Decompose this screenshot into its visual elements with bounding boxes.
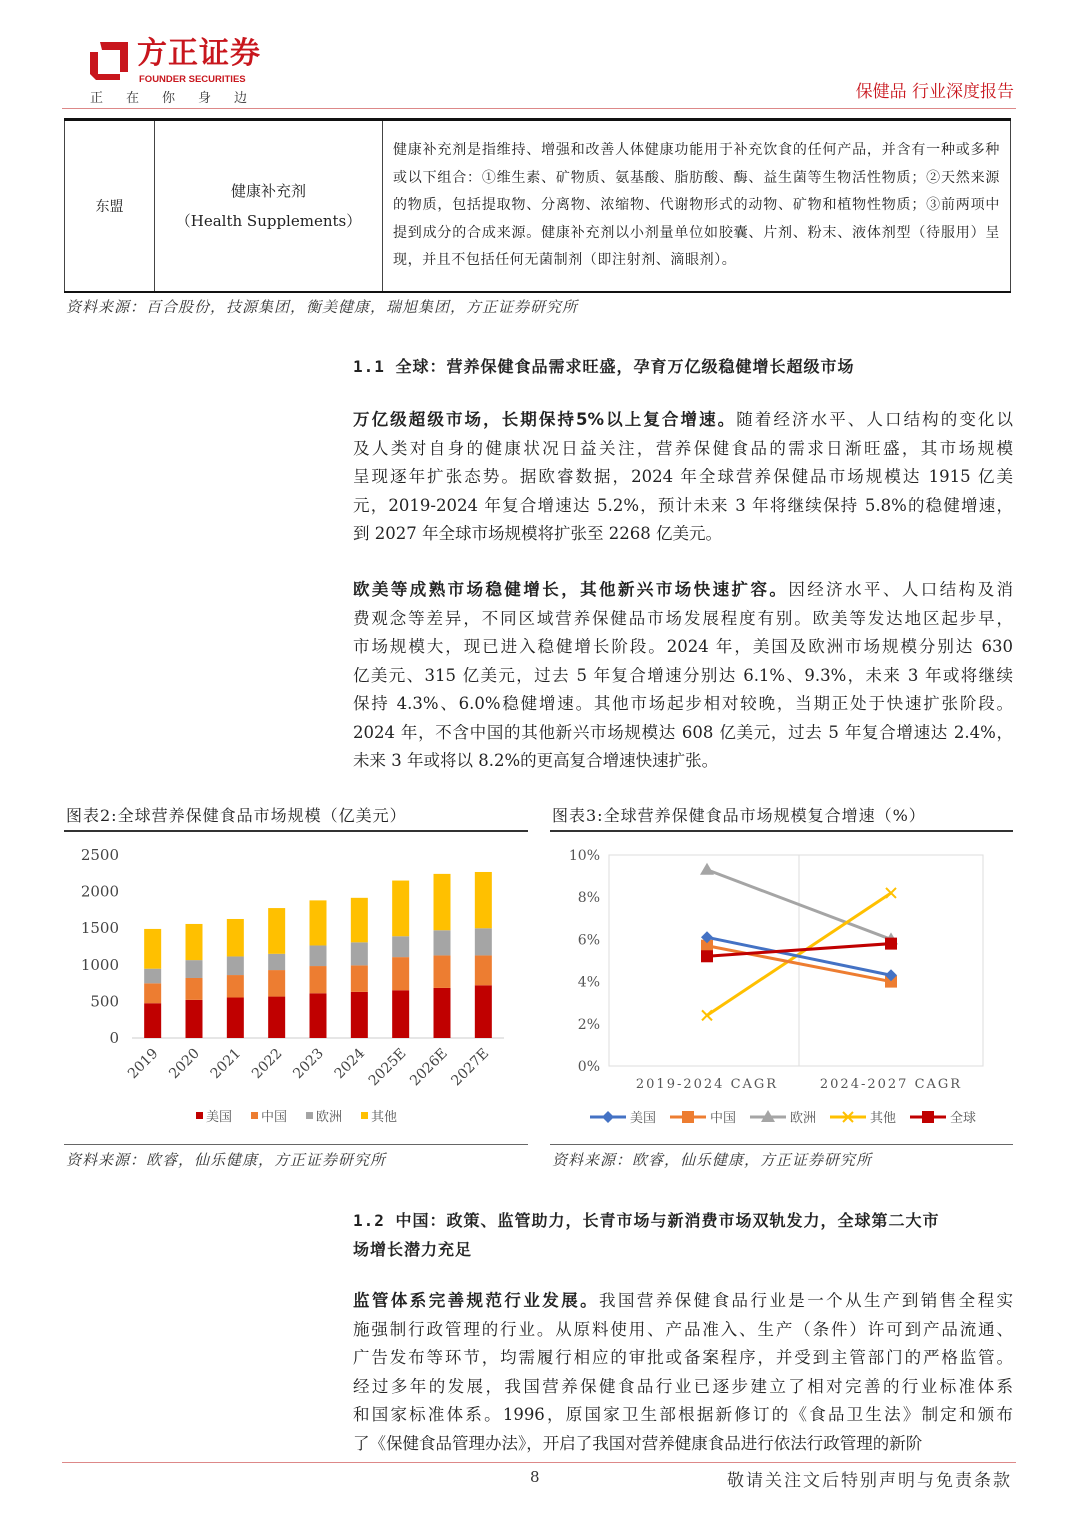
bar-segment-美国 <box>268 997 285 1038</box>
paragraph-line <box>353 719 1013 748</box>
bar-segment-其他 <box>475 872 492 928</box>
data-point-全球 <box>701 950 713 962</box>
lead-sentence: 监管体系完善规范行业发展。 <box>353 1291 600 1310</box>
paragraph-line <box>353 690 1013 719</box>
y-tick-label: 2% <box>577 1016 600 1033</box>
paragraph-line <box>353 406 1013 435</box>
legend-swatch <box>196 1112 203 1119</box>
definition-table <box>64 118 1011 293</box>
bar-segment-美国 <box>310 993 327 1038</box>
bar-segment-欧洲 <box>434 930 451 955</box>
lead-sentence: 欧美等成熟市场稳健增长，其他新兴市场快速扩容。 <box>353 580 789 599</box>
y-tick-label: 500 <box>90 992 119 1011</box>
legend-label: 全球 <box>950 1111 977 1126</box>
legend-label: 欧洲 <box>316 1110 343 1125</box>
paragraph-line <box>353 605 1013 634</box>
paragraph-line <box>353 435 1013 464</box>
paragraph-line <box>353 463 1013 492</box>
bar-segment-中国 <box>434 955 451 988</box>
section-heading-1-1: 1.1 全球：营养保健食品需求旺盛，孕育万亿级稳健增长超级市场 <box>353 357 855 376</box>
bar-segment-美国 <box>144 1003 161 1038</box>
y-tick-label: 1000 <box>80 955 119 974</box>
bar-segment-美国 <box>227 998 244 1038</box>
line-text: 我国营养保健食品行业是一个从生产到销售全程实 <box>599 1291 1014 1310</box>
fig3-source: 资料来源：欧睿，仙乐健康，方正证券研究所 <box>552 1151 873 1169</box>
x-tick-label: 2026E <box>407 1045 451 1090</box>
logo-english: FOUNDER SECURITIES <box>139 74 246 85</box>
paragraph-line <box>353 492 1013 521</box>
fig2-source: 资料来源：欧睿，仙乐健康，方正证券研究所 <box>66 1151 387 1169</box>
paragraph-line <box>353 1287 1013 1316</box>
cagr-line-chart <box>550 835 1013 1140</box>
paragraph-line <box>353 576 1013 605</box>
table-row <box>65 120 1011 292</box>
line-text: 施强制行政管理的行业。从原料使用、产品准入、生产（条件）许可到产品流通、 <box>353 1319 1013 1339</box>
x-tick-label: 2021 <box>207 1045 245 1083</box>
region-cell: 东盟 <box>65 120 155 292</box>
bar-segment-美国 <box>434 988 451 1038</box>
line-text: 未来 3 年或将以 8.2%的更高复合增速快速扩张。 <box>353 751 719 770</box>
bar-segment-中国 <box>392 957 409 990</box>
y-tick-label: 0 <box>109 1029 119 1047</box>
y-tick-label: 2000 <box>80 882 119 901</box>
bar-segment-中国 <box>351 965 368 991</box>
line-text: 了《保健食品管理办法》，开启了我国对营养健康食品进行依法行政管理的新阶 <box>353 1433 923 1453</box>
paragraph-line <box>353 662 1013 691</box>
bar-segment-中国 <box>144 983 161 1003</box>
paragraph-line <box>353 1316 1013 1345</box>
report-type: 保健品 行业深度报告 <box>855 82 1014 102</box>
x-tick-label: 2027E <box>448 1045 493 1090</box>
bar-segment-中国 <box>475 955 492 985</box>
line-text: 和国家标准体系。1996，原国家卫生部根据新修订的《食品卫生法》制定和颁布 <box>353 1405 1013 1424</box>
x-tick-label: 2019-2024 CAGR <box>635 1077 779 1092</box>
bar-segment-欧洲 <box>227 956 244 975</box>
legend-swatch <box>251 1112 258 1119</box>
paragraph-line <box>353 520 1013 549</box>
founder-logo-icon <box>88 40 130 82</box>
definition-table-block <box>64 118 1011 317</box>
data-point-其他 <box>702 1010 712 1020</box>
paragraph-2 <box>353 576 1013 776</box>
line-text: 2024 年，不含中国的其他新兴市场规模达 608 亿美元，过去 5 年复合增速达 2.4%， <box>353 722 1013 742</box>
heading-line: 场增长潜力充足 <box>353 1240 473 1259</box>
legend-swatch <box>306 1112 313 1119</box>
bar-segment-美国 <box>186 1000 203 1038</box>
bar-segment-其他 <box>144 929 161 969</box>
data-point-全球 <box>885 938 897 950</box>
legend-marker <box>682 1111 694 1123</box>
line-text: 费观念等差异，不同区域营养保健品市场发展程度有别。欧美等发达地区起步早， <box>353 608 1013 628</box>
definition-cell: 健康补充剂是指维持、增强和改善人体健康功能用于补充饮食的任何产品，并含有一种或多种或以下组合：①维生素、矿物质、氨基酸、脂肪酸、酶、益生菌等生物活性物质；②天然来源的物质，包括提取物、分离物、浓缩物、代谢物形式的动物、矿物和植物性物质；③前两项中提到成分的合成来源。健康补充剂以小剂量单位如胶囊、片剂、粉末、液体剂型（待服用）呈现，并且不包括任何无菌制剂（即注射剂、滴眼剂）。 <box>383 120 1011 292</box>
bar-segment-欧洲 <box>268 954 285 970</box>
x-tick-label: 2023 <box>290 1045 327 1083</box>
bar-segment-欧洲 <box>351 942 368 965</box>
bar-segment-欧洲 <box>475 928 492 955</box>
x-tick-label: 2020 <box>166 1045 203 1083</box>
paragraph-line <box>353 1430 1013 1459</box>
y-tick-label: 10% <box>568 848 600 864</box>
data-point-欧洲 <box>700 863 714 875</box>
x-tick-label: 2019 <box>124 1045 162 1083</box>
paragraph-line <box>353 633 1013 662</box>
logo-text: 方正证券 <box>137 36 261 71</box>
bar-segment-其他 <box>392 881 409 937</box>
plot-frame <box>609 855 983 1066</box>
line-text: 因经济水平、人口结构及消 <box>788 580 1014 599</box>
fig2-bottom-rule <box>64 1144 528 1145</box>
disclaimer-note: 敬请关注文后特别声明与免责条款 <box>727 1471 1012 1491</box>
bar-segment-美国 <box>351 992 368 1038</box>
y-tick-label: 0% <box>577 1059 600 1075</box>
bar-segment-中国 <box>186 978 203 1000</box>
bar-segment-其他 <box>186 924 203 960</box>
line-text: 及人类对自身的健康状况日益关注，营养保健食品的需求日渐旺盛，其市场规模 <box>353 438 1013 458</box>
line-text: 市场规模大，现已进入稳健增长阶段。2024 年，美国及欧洲市场规模分别达 630 <box>353 637 1013 656</box>
line-text: 到 2027 年全球市场规模将扩张至 2268 亿美元。 <box>353 524 722 543</box>
legend-label: 美国 <box>206 1110 233 1125</box>
bar-segment-其他 <box>227 919 244 956</box>
table-source: 资料来源：百合股份，技源集团，衡美健康，瑞旭集团，方正证券研究所 <box>66 297 579 316</box>
legend-label: 其他 <box>371 1110 398 1125</box>
bar-segment-其他 <box>310 900 327 945</box>
legend-swatch <box>361 1112 368 1119</box>
header-divider <box>62 108 1016 109</box>
y-tick-label: 2500 <box>80 846 119 864</box>
term-en: （Health Supplements） <box>175 211 362 230</box>
paragraph-line <box>353 1344 1013 1373</box>
market-size-bar-chart <box>64 835 528 1140</box>
legend-marker <box>602 1111 614 1123</box>
term-cn: 健康补充剂 <box>230 181 306 200</box>
data-point-其他 <box>886 888 896 898</box>
bar-segment-欧洲 <box>392 936 409 957</box>
paragraph-line <box>353 1401 1013 1430</box>
paragraph-3 <box>353 1287 1013 1458</box>
bar-segment-美国 <box>392 990 409 1038</box>
fig3-rule <box>550 830 1013 832</box>
fig2-rule <box>64 830 528 832</box>
y-tick-label: 6% <box>577 932 600 949</box>
page-number: 8 <box>530 1468 540 1486</box>
bar-segment-中国 <box>310 966 327 993</box>
paragraph-line <box>353 747 1013 776</box>
bar-segment-其他 <box>434 874 451 930</box>
fig3-title: 图表3:全球营养保健食品市场规模复合增速（%） <box>552 806 926 825</box>
legend-label: 中国 <box>710 1111 737 1126</box>
line-text: 元，2019-2024 年复合增速达 5.2%，预计未来 3 年将继续保持 5.8%的稳健增速， <box>353 495 1013 515</box>
footer-divider <box>62 1462 1016 1463</box>
lead-sentence: 万亿级超级市场，长期保持5%以上复合增速。 <box>353 410 737 429</box>
line-text: 经过多年的发展，我国营养保健食品行业已逐步建立了相对完善的行业标准体系 <box>353 1376 1013 1396</box>
legend-label: 美国 <box>630 1111 657 1126</box>
x-tick-label: 2022 <box>248 1045 286 1083</box>
fig3-bottom-rule <box>550 1144 1013 1145</box>
y-tick-label: 8% <box>577 890 600 907</box>
line-text: 广告发布等环节，均需履行相应的审批或备案程序，并受到主管部门的严格监管。 <box>353 1348 1013 1367</box>
bar-segment-欧洲 <box>310 945 327 966</box>
y-tick-label: 4% <box>577 974 600 991</box>
heading-line: 1.2 中国：政策、监管助力，长青市场与新消费市场双轨发力，全球第二大市 <box>353 1211 940 1230</box>
bar-segment-中国 <box>268 970 285 996</box>
bar-segment-中国 <box>227 975 244 997</box>
paragraph-1 <box>353 406 1013 549</box>
x-tick-label: 2024-2027 CAGR <box>819 1077 963 1092</box>
bar-segment-其他 <box>268 908 285 954</box>
bar-segment-其他 <box>351 898 368 943</box>
x-tick-label: 2024 <box>331 1045 369 1083</box>
paragraph-line <box>353 1373 1013 1402</box>
term-cell <box>155 120 383 292</box>
x-tick-label: 2025E <box>365 1045 410 1090</box>
fig2-title: 图表2:全球营养保健食品市场规模（亿美元） <box>66 806 407 825</box>
legend-label: 欧洲 <box>790 1111 817 1126</box>
legend-label: 其他 <box>870 1111 897 1126</box>
legend-label: 中国 <box>261 1110 288 1125</box>
y-tick-label: 1500 <box>80 919 119 938</box>
bar-segment-美国 <box>475 985 492 1038</box>
legend-marker <box>922 1111 934 1123</box>
line-text: 呈现逐年扩张态势。据欧睿数据，2024 年全球营养保健品市场规模达 1915 亿美 <box>353 467 1013 486</box>
line-text: 保持 4.3%、6.0%稳健增速。其他市场起步相对较晚，当期正处于快速扩张阶段。 <box>353 694 1013 713</box>
slogan: 正在你身边 <box>90 91 271 106</box>
line-text: 亿美元、315 亿美元，过去 5 年复合增速分别达 6.1%、9.3%，未来 3 年或将继续 <box>353 665 1013 685</box>
line-text: 随着经济水平、人口结构的变化以 <box>736 410 1014 429</box>
bar-segment-欧洲 <box>144 969 161 984</box>
section-heading-1-2 <box>353 1206 940 1264</box>
bar-segment-欧洲 <box>186 960 203 978</box>
